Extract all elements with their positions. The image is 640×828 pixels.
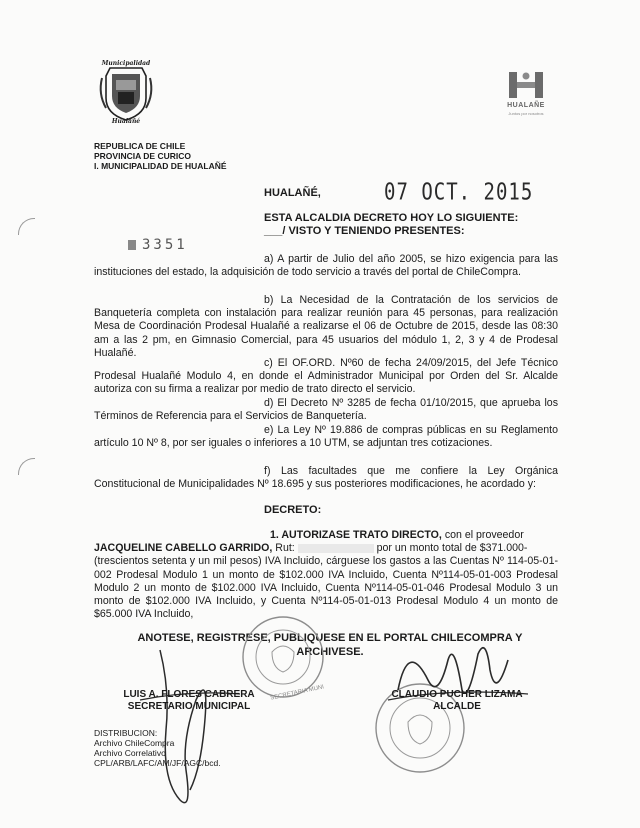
visto-heading: ___/ VISTO Y TENIENDO PRESENTES:	[264, 225, 465, 237]
redacted-rut	[298, 544, 374, 553]
punch-hole-mark	[18, 458, 35, 475]
paragraph-a: a) A partir de Julio del año 2005, se hizo exigencia para las instituciones del estado, la adquisición de todo servicio a través del portal de ChileCompra.	[94, 253, 558, 279]
brand-tagline: Juntos por nosotros	[508, 111, 544, 116]
header-province: PROVINCIA DE CURICO	[94, 151, 191, 161]
secretary-signature-block	[94, 689, 284, 713]
hualane-brand-logo	[496, 70, 556, 120]
header-block	[94, 141, 227, 171]
item-1-accounts: (trescientos setenta y un mil pesos) IVA Incluido, cárguese los gastos a las Cuentas Nº 114-05-01-002 Prodesal Modulo 1 un monto de $102.000 IVA Incluido, Cuenta Nº114-05-01-003 Prodesal Modulo 2 un monto de $102.000 IVA Incluido, Cuenta Nº114-05-01-046 Prodesal Modulo 3 un monto de $102.000 IVA Incluido, y Cuenta Nº114-05-01-013 Prodesal Modulo 4 un monto de $65.000 IVA Incluido,	[94, 555, 558, 621]
distribution-title: DISTRIBUCION:	[94, 728, 158, 738]
rut-label: Rut:	[275, 542, 295, 555]
distribution-line: Archivo Correlativo	[94, 748, 166, 758]
paragraph-c: c) El OF.ORD. Nº60 de fecha 24/09/2015, del Jefe Técnico Prodesal Hualañé Modulo 4, en donde el Administrador Municipal por Orden del Sr. Alcalde autoriza con su firma a realizar por medio de trato directo el servicio.	[94, 357, 558, 396]
distribution-initials: CPL/ARB/LAFC/AM/JF/AGC/bcd.	[94, 758, 221, 768]
header-country: REPUBLICA DE CHILE	[94, 141, 186, 151]
paragraph-b: b) La Necesidad de la Contratación de los servicios de Banquetería completa con instalación para realizar reunión para 45 personas, para realización Mesa de Coordinación Prodesal Hualañé a realizarse el 06 de Octubre de 2015, desde las 08:30 am a las 2 pm, en Gimnasio Comercial, para 45 usuarios del módulo 1, 2, 3 y 4 de Prodesal Hualañé.	[94, 294, 558, 359]
mayor-title: ALCALDE	[433, 701, 481, 712]
decree-intro: ESTA ALCALDIA DECRETO HOY LO SIGUIENTE:	[264, 212, 519, 224]
paragraph-d: d) El Decreto Nº 3285 de fecha 01/10/2015, que aprueba los Términos de Referencia para el Servicios de Banquetería.	[94, 397, 558, 423]
stamp-mark	[128, 240, 136, 250]
provider-name: JACQUELINE CABELLO GARRIDO,	[94, 542, 273, 555]
item-1-heading: 1. AUTORIZASE TRATO DIRECTO,	[270, 529, 442, 541]
decreto-heading: DECRETO:	[264, 504, 322, 516]
crest-top-text: Municipalidad	[101, 60, 151, 67]
item-1-amount: por un monto total de $371.000-	[376, 542, 528, 555]
item-1-lead: con el proveedor	[444, 529, 524, 541]
paragraph-e: e) La Ley Nº 19.886 de compras públicas en su Reglamento artículo 10 Nº 8, por ser iguales o inferiores a 10 UTM, se adjuntan tres cotizaciones.	[94, 424, 558, 450]
paragraph-f: f) Las facultades que me confiere la Ley Orgánica Constitucional de Municipalidades Nº 18.695 y sus posteriores modificaciones, he acordado y:	[94, 465, 558, 491]
decree-number-stamp	[128, 237, 188, 253]
header-municipality: I. MUNICIPALIDAD DE HUALAÑÉ	[94, 161, 227, 171]
punch-hole-mark	[18, 218, 35, 235]
mayor-signature-block	[362, 689, 552, 713]
item-1	[94, 529, 558, 621]
date-stamp: 07 OCT. 2015	[384, 179, 534, 206]
seal-text: SECRETARIA MUNI	[269, 684, 325, 702]
secretary-name: LUIS A. FLORES CABRERA	[123, 689, 255, 700]
distribution-block	[94, 728, 221, 768]
decree-number: 3351	[142, 237, 188, 253]
closing-statement: ANOTESE, REGISTRESE, PUBLIQUESE EN EL PORTAL CHILECOMPRA Y ARCHIVESE.	[137, 632, 523, 658]
brand-name: HUALAÑE	[507, 102, 545, 109]
place-label: HUALAÑÉ,	[264, 187, 321, 199]
municipal-crest-logo	[96, 58, 156, 126]
crest-bottom-text: Hualañé	[111, 118, 141, 125]
distribution-line: Archivo ChileCompra	[94, 738, 175, 748]
secretary-signature	[100, 630, 300, 820]
secretary-title: SECRETARIO MUNICIPAL	[127, 701, 251, 712]
mayor-name: CLAUDIO PUCHER LIZAMA	[391, 689, 523, 700]
